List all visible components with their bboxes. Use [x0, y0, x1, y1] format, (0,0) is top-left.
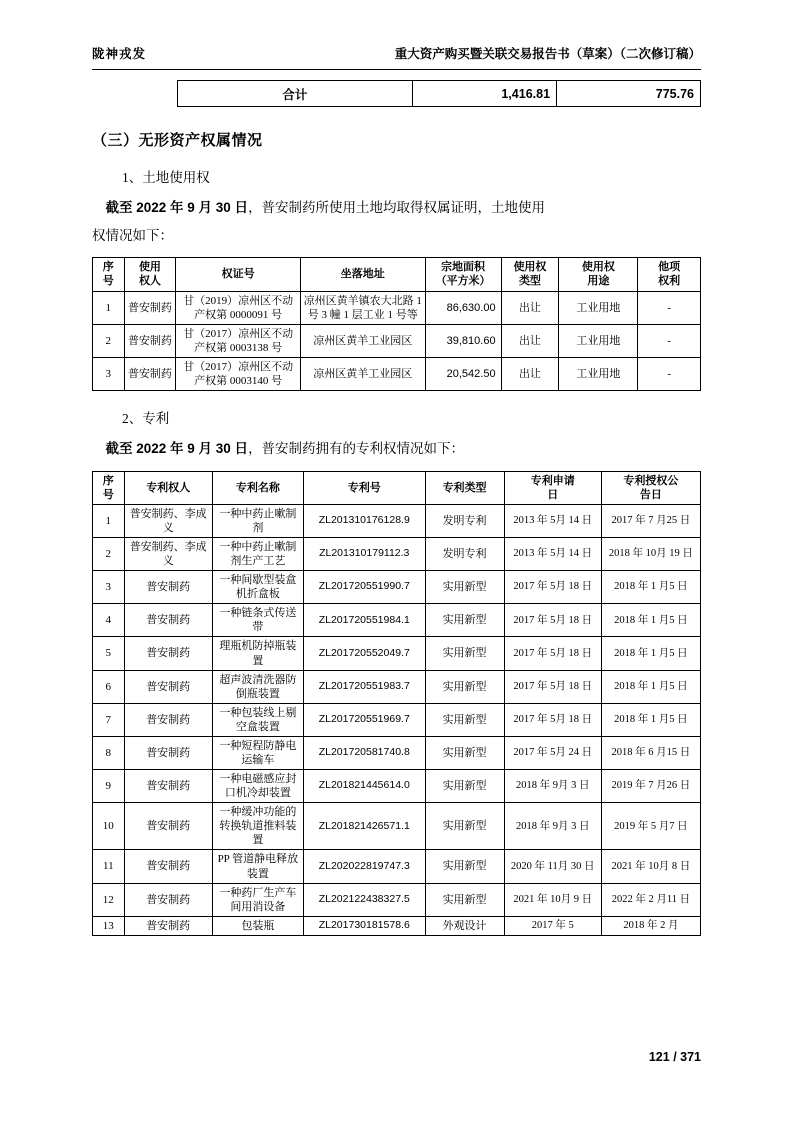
- cell-no: 3: [93, 357, 125, 390]
- cell-patent-holder: 普安制药: [124, 770, 212, 803]
- cell-patent-type: 实用新型: [425, 803, 504, 850]
- cell-other: -: [638, 357, 701, 390]
- total-value-1: 1,416.81: [413, 81, 557, 107]
- cell-apply-date: 2021 年 10月 9 日: [504, 883, 601, 916]
- cell-patent-type: 实用新型: [425, 770, 504, 803]
- cell-apply-date: 2017 年 5月 24 日: [504, 736, 601, 769]
- cell-holder: 普安制药: [124, 291, 176, 324]
- cell-patent-number: ZL201720551969.7: [303, 703, 425, 736]
- cell-other: -: [638, 291, 701, 324]
- col-header-other: 他项 权利: [638, 258, 701, 291]
- cell-patent-holder: 普安制药: [124, 703, 212, 736]
- paragraph-patent-date: 截至 2022 年 9 月 30 日: [105, 440, 249, 456]
- cell-patent-name: 一种中药止嗽制剂: [212, 504, 303, 537]
- cell-patent-name: 理瓶机防掉瓶装置: [212, 637, 303, 670]
- cell-patent-type: 实用新型: [425, 703, 504, 736]
- col-header-patent-name: 专利名称: [212, 471, 303, 504]
- cell-patent-holder: 普安制药: [124, 803, 212, 850]
- table-row: [93, 883, 701, 916]
- cell-grant-date: 2019 年 7 月26 日: [601, 770, 700, 803]
- cell-address: 凉州区黄羊工业园区: [300, 357, 425, 390]
- cell-patent-type: 实用新型: [425, 637, 504, 670]
- table-row: [93, 537, 701, 570]
- cell-patent-type: 实用新型: [425, 850, 504, 883]
- cell-apply-date: 2018 年 9月 3 日: [504, 770, 601, 803]
- cell-patent-type: 实用新型: [425, 670, 504, 703]
- table-row: [93, 604, 701, 637]
- cell-no: 9: [93, 770, 125, 803]
- cell-patent-type: 实用新型: [425, 604, 504, 637]
- table-row: [93, 291, 701, 324]
- table-row: [93, 736, 701, 769]
- col-header-no: 序 号: [93, 471, 125, 504]
- cell-grant-date: 2018 年 1 月5 日: [601, 604, 700, 637]
- cell-patent-holder: 普安制药、李成义: [124, 504, 212, 537]
- table-row: [93, 504, 701, 537]
- cell-no: 7: [93, 703, 125, 736]
- cell-patent-type: 发明专利: [425, 537, 504, 570]
- page-title: （三）无形资产权属情况: [92, 133, 263, 149]
- cell-patent-number: ZL201730181578.6: [303, 916, 425, 935]
- cell-patent-number: ZL202122438327.5: [303, 883, 425, 916]
- cell-area: 20,542.50: [425, 357, 501, 390]
- cell-patent-name: 一种缓冲功能的转换轨道推料装置: [212, 803, 303, 850]
- cell-patent-name: 一种中药止嗽制剂生产工艺: [212, 537, 303, 570]
- table-row: [93, 357, 701, 390]
- col-header-patent-type: 专利类型: [425, 471, 504, 504]
- col-header-address: 坐落地址: [300, 258, 425, 291]
- col-header-grant-date: 专利授权公 告日: [601, 471, 700, 504]
- cell-no: 12: [93, 883, 125, 916]
- col-header-patent-holder: 专利权人: [124, 471, 212, 504]
- cell-no: 1: [93, 291, 125, 324]
- paragraph-land-date: 截至 2022 年 9 月 30 日: [105, 200, 249, 215]
- table-row: [93, 803, 701, 850]
- cell-no: 4: [93, 604, 125, 637]
- cell-no: 6: [93, 670, 125, 703]
- table-row: [93, 637, 701, 670]
- cell-grant-date: 2017 年 7 月25 日: [601, 504, 700, 537]
- cell-patent-number: ZL201720552049.7: [303, 637, 425, 670]
- col-header-type: 使用权 类型: [501, 258, 559, 291]
- cell-grant-date: 2018 年 1 月5 日: [601, 670, 700, 703]
- cell-patent-number: ZL201310176128.9: [303, 504, 425, 537]
- cell-patent-holder: 普安制药、李成义: [124, 537, 212, 570]
- cell-patent-name: 一种包装线上剔空盒装置: [212, 703, 303, 736]
- cell-patent-type: 发明专利: [425, 504, 504, 537]
- table-header-row: [93, 258, 701, 291]
- cell-patent-holder: 普安制药: [124, 916, 212, 935]
- cell-no: 13: [93, 916, 125, 935]
- cell-patent-name: 一种间歇型装盒机折盒板: [212, 571, 303, 604]
- cell-apply-date: 2017 年 5: [504, 916, 601, 935]
- cell-apply-date: 2017 年 5月 18 日: [504, 670, 601, 703]
- cell-patent-name: PP 管道静电释放装置: [212, 850, 303, 883]
- cell-patent-holder: 普安制药: [124, 736, 212, 769]
- cell-use: 工业用地: [559, 357, 638, 390]
- cell-patent-number: ZL201821445614.0: [303, 770, 425, 803]
- cell-apply-date: 2018 年 9月 3 日: [504, 803, 601, 850]
- cell-no: 3: [93, 571, 125, 604]
- page-number: 121 / 371: [648, 1050, 701, 1064]
- cell-patent-number: ZL201720551984.1: [303, 604, 425, 637]
- cell-apply-date: 2017 年 5月 18 日: [504, 637, 601, 670]
- cell-apply-date: 2017 年 5月 18 日: [504, 703, 601, 736]
- col-header-holder: 使用 权人: [124, 258, 176, 291]
- cell-patent-number: ZL201821426571.1: [303, 803, 425, 850]
- paragraph-land-line2: 权情况如下：: [92, 227, 173, 243]
- cell-cert: 甘（2017）凉州区不动产权第 0003138 号: [176, 324, 301, 357]
- cell-apply-date: 2020 年 11月 30 日: [504, 850, 601, 883]
- cell-patent-name: 一种药厂生产车间用消设备: [212, 883, 303, 916]
- cell-patent-number: ZL201720551983.7: [303, 670, 425, 703]
- paragraph-patent-rest: ，普安制药拥有的专利权情况如下：: [248, 440, 465, 456]
- patent-table: [92, 471, 701, 936]
- cell-cert: 甘（2019）凉州区不动产权第 0000091 号: [176, 291, 301, 324]
- cell-area: 39,810.60: [425, 324, 501, 357]
- cell-patent-name: 超声波清洗器防倒瓶装置: [212, 670, 303, 703]
- cell-patent-holder: 普安制药: [124, 637, 212, 670]
- cell-patent-holder: 普安制药: [124, 670, 212, 703]
- cell-patent-number: ZL201720581740.8: [303, 736, 425, 769]
- cell-grant-date: 2022 年 2 月11 日: [601, 883, 700, 916]
- cell-no: 2: [93, 537, 125, 570]
- col-header-apply-date: 专利申请 日: [504, 471, 601, 504]
- subsection-title-land: 1、土地使用权: [122, 170, 210, 185]
- table-row: [93, 571, 701, 604]
- cell-area: 86,630.00: [425, 291, 501, 324]
- cell-grant-date: 2018 年 1 月5 日: [601, 703, 700, 736]
- table-row: [93, 850, 701, 883]
- cell-address: 凉州区黄羊工业园区: [300, 324, 425, 357]
- cell-no: 10: [93, 803, 125, 850]
- cell-no: 11: [93, 850, 125, 883]
- subsection-title-patent: 2、专利: [122, 410, 170, 426]
- cell-grant-date: 2018 年 2 月: [601, 916, 700, 935]
- cell-patent-type: 实用新型: [425, 571, 504, 604]
- cell-type: 出让: [501, 291, 559, 324]
- cell-patent-name: 包装瓶: [212, 916, 303, 935]
- col-header-no: 序 号: [93, 258, 125, 291]
- table-row: [93, 770, 701, 803]
- paragraph-patent: [92, 435, 701, 463]
- cell-grant-date: 2019 年 5 月7 日: [601, 803, 700, 850]
- cell-apply-date: 2017 年 5月 18 日: [504, 571, 601, 604]
- cell-patent-holder: 普安制药: [124, 850, 212, 883]
- cell-grant-date: 2021 年 10月 8 日: [601, 850, 700, 883]
- paragraph-land: [92, 194, 701, 249]
- table-header-row: [93, 471, 701, 504]
- table-row: [93, 670, 701, 703]
- cell-use: 工业用地: [559, 324, 638, 357]
- cell-other: -: [638, 324, 701, 357]
- cell-patent-type: 外观设计: [425, 916, 504, 935]
- paragraph-land-rest: ，普安制药所使用土地均取得权属证明，土地使用: [248, 200, 546, 215]
- cell-no: 8: [93, 736, 125, 769]
- col-header-patent-number: 专利号: [303, 471, 425, 504]
- cell-holder: 普安制药: [124, 357, 176, 390]
- cell-grant-date: 2018 年 1 月5 日: [601, 571, 700, 604]
- cell-cert: 甘（2017）凉州区不动产权第 0003140 号: [176, 357, 301, 390]
- header-company-name: 陇神戎发: [92, 47, 147, 61]
- cell-patent-number: ZL201720551990.7: [303, 571, 425, 604]
- cell-type: 出让: [501, 324, 559, 357]
- col-header-cert: 权证号: [176, 258, 301, 291]
- cell-patent-holder: 普安制药: [124, 571, 212, 604]
- cell-patent-type: 实用新型: [425, 883, 504, 916]
- cell-patent-holder: 普安制药: [124, 883, 212, 916]
- cell-address: 凉州区黄羊镇农大北路 1 号 3 幢 1 层工业 1 号等: [300, 291, 425, 324]
- cell-patent-number: ZL201310179112.3: [303, 537, 425, 570]
- cell-apply-date: 2013 年 5月 14 日: [504, 537, 601, 570]
- table-row: [92, 81, 701, 107]
- cell-patent-type: 实用新型: [425, 736, 504, 769]
- cell-patent-holder: 普安制药: [124, 604, 212, 637]
- page-header: [92, 44, 701, 67]
- cell-patent-name: 一种电磁感应封口机冷却装置: [212, 770, 303, 803]
- col-header-use: 使用权 用途: [559, 258, 638, 291]
- cell-no: 2: [93, 324, 125, 357]
- land-use-right-table: [92, 257, 701, 391]
- total-label: 合计: [177, 81, 413, 107]
- cell-use: 工业用地: [559, 291, 638, 324]
- cell-grant-date: 2018 年 10月 19 日: [601, 537, 700, 570]
- cell-apply-date: 2017 年 5月 18 日: [504, 604, 601, 637]
- header-document-title: 重大资产购买暨关联交易报告书（草案）（二次修订稿）: [394, 47, 701, 61]
- cell-apply-date: 2013 年 5月 14 日: [504, 504, 601, 537]
- cell-patent-name: 一种短程防静电运输车: [212, 736, 303, 769]
- cell-no: 5: [93, 637, 125, 670]
- table-row: [93, 703, 701, 736]
- total-row-table: [92, 80, 701, 107]
- col-header-area: 宗地面积 （平方米）: [425, 258, 501, 291]
- cell-patent-number: ZL202022819747.3: [303, 850, 425, 883]
- cell-type: 出让: [501, 357, 559, 390]
- table-row: [93, 324, 701, 357]
- cell-grant-date: 2018 年 1 月5 日: [601, 637, 700, 670]
- cell-grant-date: 2018 年 6 月15 日: [601, 736, 700, 769]
- total-value-2: 775.76: [557, 81, 701, 107]
- cell-no: 1: [93, 504, 125, 537]
- table-row: [93, 916, 701, 935]
- cell-patent-name: 一种链条式传送带: [212, 604, 303, 637]
- header-divider: [92, 69, 701, 70]
- cell-holder: 普安制药: [124, 324, 176, 357]
